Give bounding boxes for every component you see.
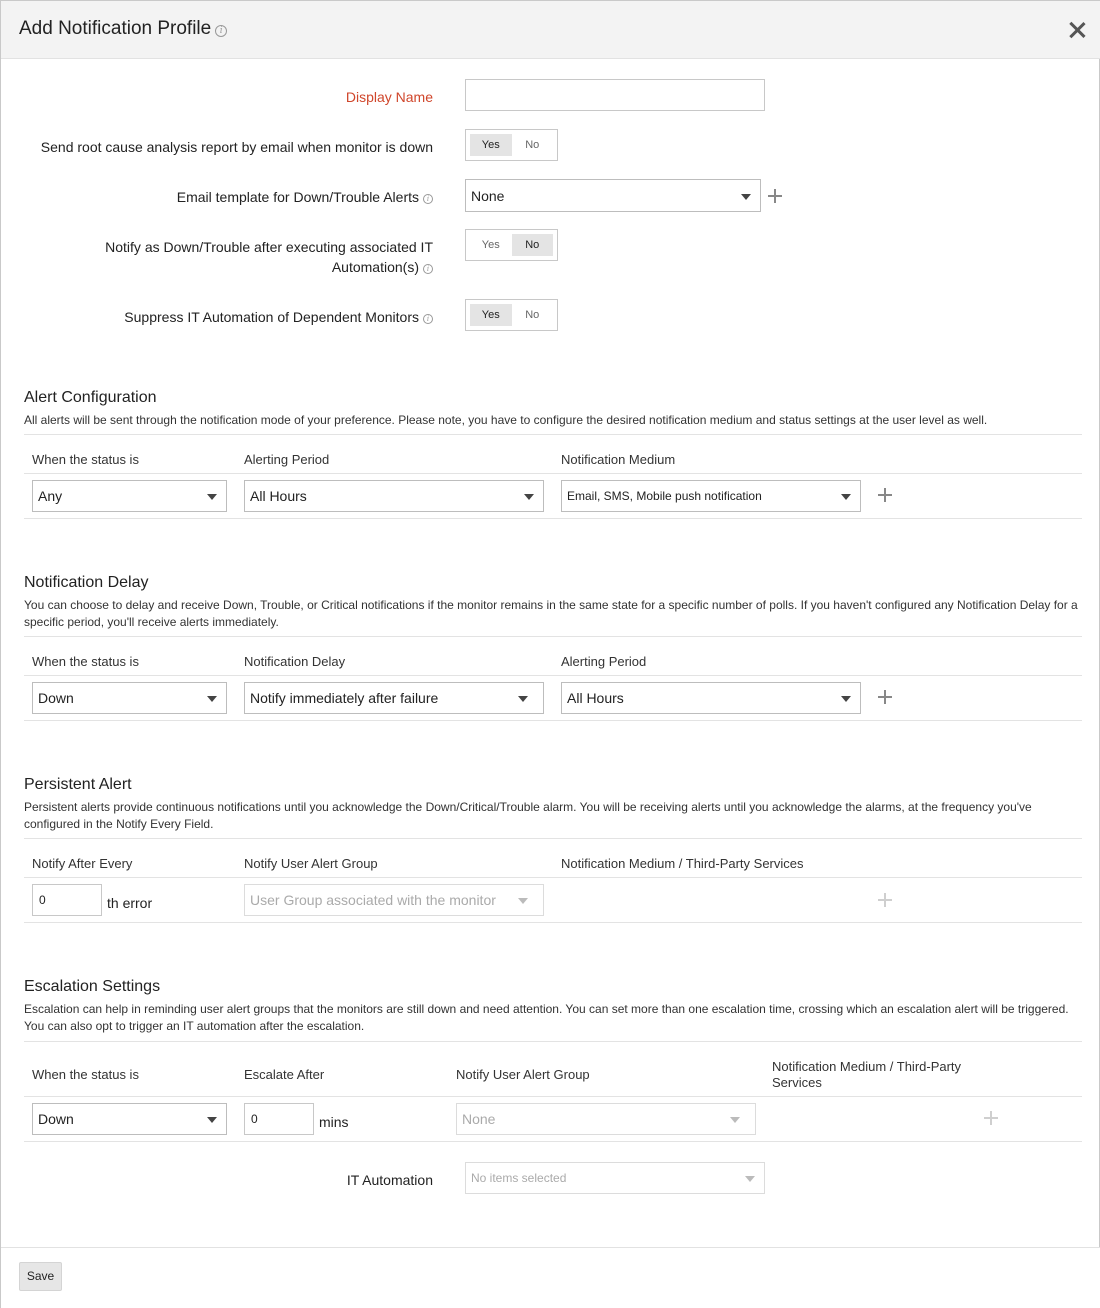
divider xyxy=(24,518,1082,519)
persistent-alert-title: Persistent Alert xyxy=(24,776,132,793)
col-status: When the status is xyxy=(32,452,139,467)
col-escalate-after: Escalate After xyxy=(244,1067,325,1082)
delay-status-select[interactable] xyxy=(32,682,227,714)
notify-after-every-input[interactable]: 0 xyxy=(32,884,102,916)
notification-delay-title: Notification Delay xyxy=(24,574,149,591)
email-template-select[interactable] xyxy=(465,179,761,212)
col-status: When the status is xyxy=(32,1067,139,1082)
chevron-down-icon xyxy=(207,494,217,500)
escalate-after-input[interactable]: 0 xyxy=(244,1103,314,1135)
escalation-user-group-value: None xyxy=(462,1111,496,1127)
divider xyxy=(24,1141,1082,1142)
notification-delay-description: You can choose to delay and receive Down, Trouble, or Critical notifications if the monitor remains in the same state for a specific number of polls. If you haven't configured any Notification Delay for a specific period, you'll receive alerts immediately. xyxy=(24,598,1078,629)
email-template-value: None xyxy=(471,187,505,204)
rca-toggle[interactable] xyxy=(465,129,558,161)
suppress-label-text: Suppress IT Automation of Dependent Monitors xyxy=(124,309,419,325)
col-notification-medium-third-party: Notification Medium / Third-Party Services xyxy=(561,856,804,871)
divider xyxy=(24,1096,1082,1097)
divider xyxy=(24,877,1082,878)
notify-after-it-label xyxy=(105,237,433,277)
divider xyxy=(24,473,1082,474)
divider xyxy=(24,838,1082,839)
escalation-description: Escalation can help in reminding user alert groups that the monitors are still down and need attention. You can set more than one escalation time, crossing which an escalation alert will be triggered. You can also opt to trigger an IT automation after the escalation. xyxy=(24,1002,1069,1033)
col-notify-after-every: Notify After Every xyxy=(32,856,133,871)
persistent-user-group-select[interactable] xyxy=(244,884,544,916)
info-icon[interactable]: i xyxy=(423,264,433,274)
add-alert-row-plus-icon[interactable] xyxy=(878,488,892,502)
email-template-label-text: Email template for Down/Trouble Alerts xyxy=(176,189,419,205)
divider xyxy=(24,675,1082,676)
mins-unit: mins xyxy=(319,1114,349,1130)
alert-medium-value: Email, SMS, Mobile push notification xyxy=(567,489,762,503)
rca-no-option[interactable]: No xyxy=(525,139,540,151)
alert-config-description: All alerts will be sent through the notification mode of your preference. Please note, you have to configure the desired notification medium and status settings at the user level as well. xyxy=(24,413,988,427)
chevron-down-icon xyxy=(518,696,528,702)
rca-yes-option[interactable]: Yes xyxy=(470,134,512,156)
add-persistent-row-plus-icon[interactable] xyxy=(878,893,892,907)
chevron-down-icon xyxy=(207,1117,217,1123)
chevron-down-icon xyxy=(730,1117,740,1123)
email-template-label xyxy=(177,187,433,207)
display-name-label: Display Name xyxy=(345,89,433,105)
escalation-user-group-select[interactable] xyxy=(456,1103,756,1135)
col-notification-medium-third-party xyxy=(772,1059,961,1091)
close-icon[interactable] xyxy=(1068,21,1086,39)
divider xyxy=(24,1041,1082,1042)
info-icon[interactable]: i xyxy=(215,25,227,37)
dialog-title xyxy=(19,18,227,40)
col-alerting-period: Alerting Period xyxy=(561,654,647,669)
alert-status-select[interactable] xyxy=(32,480,227,512)
suppress-label xyxy=(124,307,433,327)
alert-period-select[interactable] xyxy=(244,480,544,512)
col-notification-medium-line2: Services xyxy=(772,1075,822,1090)
it-automation-label: IT Automation xyxy=(346,1172,433,1188)
alert-medium-select[interactable] xyxy=(561,480,861,512)
delay-select[interactable] xyxy=(244,682,544,714)
chevron-down-icon xyxy=(207,696,217,702)
divider xyxy=(24,434,1082,435)
chevron-down-icon xyxy=(745,1176,755,1182)
persistent-alert-description: Persistent alerts provide continuous notifications until you acknowledge the Down/Critical/Trouble alarm. You will be receiving alerts until you acknowledge the alarms, at the frequency you've configured in the Notify Every Field. xyxy=(24,800,1032,831)
alert-status-value: Any xyxy=(38,488,63,504)
alert-config-title: Alert Configuration xyxy=(24,389,157,406)
info-icon[interactable]: i xyxy=(423,314,433,324)
dialog-title-text: Add Notification Profile xyxy=(19,18,212,39)
dialog-footer xyxy=(1,1247,1100,1308)
escalation-title: Escalation Settings xyxy=(24,978,161,995)
alert-period-value: All Hours xyxy=(250,488,307,504)
th-error-unit: th error xyxy=(107,895,153,911)
chevron-down-icon xyxy=(524,494,534,500)
divider xyxy=(24,720,1082,721)
suppress-toggle[interactable] xyxy=(465,299,558,331)
chevron-down-icon xyxy=(741,194,751,200)
delay-value: Notify immediately after failure xyxy=(250,690,439,706)
it-automation-select[interactable] xyxy=(465,1162,765,1194)
delay-status-value: Down xyxy=(38,690,74,706)
display-name-input[interactable] xyxy=(465,79,765,111)
col-notify-user-alert-group: Notify User Alert Group xyxy=(456,1067,590,1082)
it-automation-value: No items selected xyxy=(471,1171,567,1185)
add-escalation-row-plus-icon[interactable] xyxy=(984,1111,998,1125)
col-alerting-period: Alerting Period xyxy=(244,452,330,467)
suppress-no-option[interactable]: No xyxy=(525,309,540,321)
divider xyxy=(24,636,1082,637)
chevron-down-icon xyxy=(841,494,851,500)
add-template-plus-icon[interactable] xyxy=(768,189,782,203)
notify-after-it-yes-option[interactable]: Yes xyxy=(481,239,500,251)
escalation-status-value: Down xyxy=(38,1111,74,1127)
delay-period-value: All Hours xyxy=(567,690,624,706)
escalation-status-select[interactable] xyxy=(32,1103,227,1135)
save-button[interactable]: Save xyxy=(19,1262,62,1291)
add-delay-row-plus-icon[interactable] xyxy=(878,690,892,704)
persistent-user-group-value: User Group associated with the monitor xyxy=(250,892,496,908)
chevron-down-icon xyxy=(518,898,528,904)
delay-period-select[interactable] xyxy=(561,682,861,714)
col-notify-user-alert-group: Notify User Alert Group xyxy=(244,856,378,871)
notify-after-it-toggle[interactable] xyxy=(465,229,558,261)
col-notification-medium-line1: Notification Medium / Third-Party xyxy=(772,1059,962,1074)
notify-after-it-no-option[interactable]: No xyxy=(512,234,554,256)
col-status: When the status is xyxy=(32,654,139,669)
col-notification-delay: Notification Delay xyxy=(244,654,346,669)
divider xyxy=(24,922,1082,923)
col-notification-medium: Notification Medium xyxy=(561,452,676,467)
suppress-yes-option[interactable]: Yes xyxy=(470,304,512,326)
dialog-header xyxy=(1,1,1100,59)
notify-after-it-label-line2: Automation(s) xyxy=(331,259,419,275)
chevron-down-icon xyxy=(841,696,851,702)
info-icon[interactable]: i xyxy=(423,194,433,204)
rca-label: Send root cause analysis report by email when monitor is down xyxy=(40,139,433,155)
notify-after-it-label-line1: Notify as Down/Trouble after executing associated IT xyxy=(105,239,433,255)
